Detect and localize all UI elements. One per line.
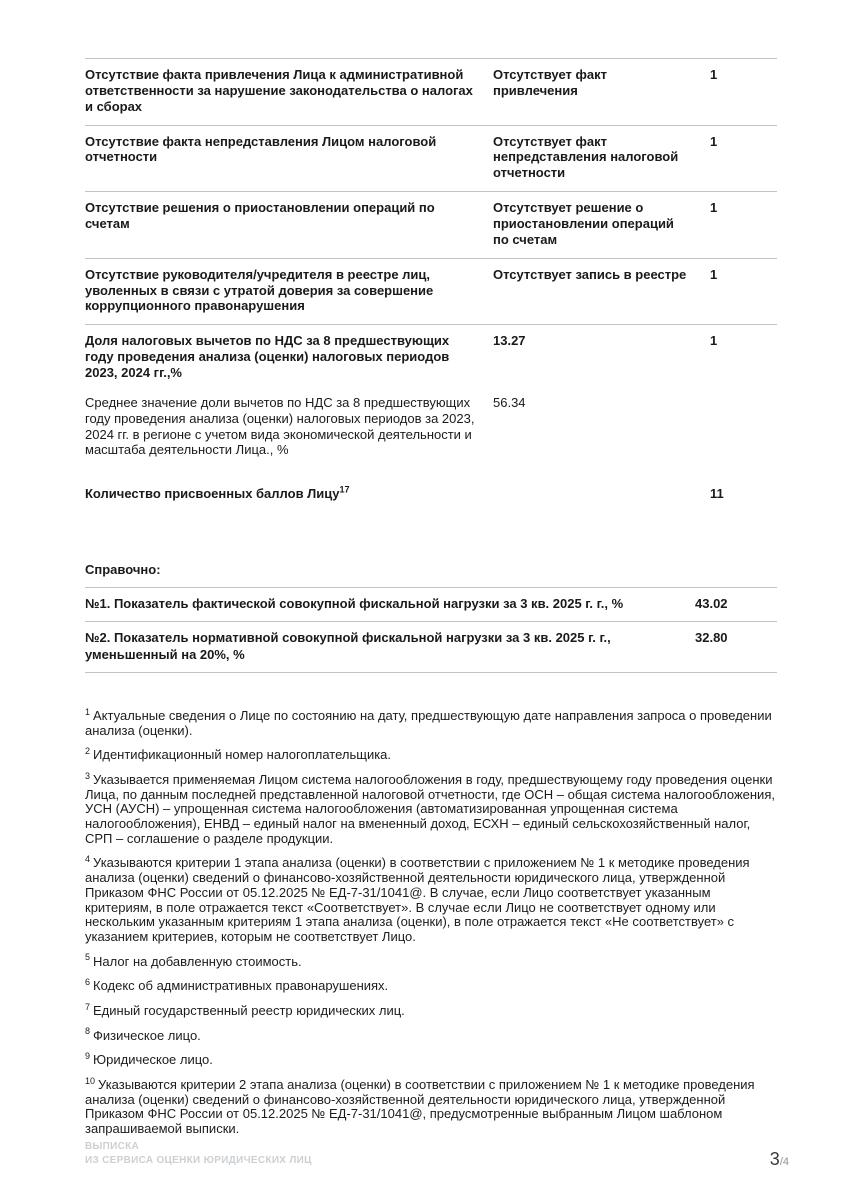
criterion-cell: Доля налоговых вычетов по НДС за 8 предшествующих году проведения анализа (оценки) налоговых периодов 2023, 2024 гг.,% [85, 333, 450, 381]
footnote [85, 706, 777, 738]
criteria-table [85, 58, 777, 512]
footnote-ref-17: 17 [339, 485, 350, 495]
footnote-number: 8 [85, 1026, 91, 1037]
footer-title-line2: ИЗ СЕРВИСА ОЦЕНКИ ЮРИДИЧЕСКИХ ЛИЦ [85, 1155, 312, 1166]
footnote-number: 9 [85, 1050, 91, 1061]
score-cell: 1 [710, 266, 718, 282]
footnote [85, 976, 777, 994]
table-row [85, 58, 777, 125]
footnote [85, 1075, 777, 1137]
reference-heading: Справочно: [85, 562, 161, 578]
criterion-cell: Отсутствие факта непредставления Лицом налоговой отчетности [85, 133, 437, 165]
footnote [85, 952, 777, 970]
total-label: Количество присвоенных баллов Лицу [85, 486, 340, 502]
footnote-text: Юридическое лицо. [93, 1052, 213, 1068]
table-row [85, 391, 777, 466]
footnote-text: Указываются критерии 2 этапа анализа (оценки) в соответствии с приложением № 1 к методике проведения анализа (оценки) сведений о финансово-хозяйственной деятельности юридического лица, утвержденной Приказом ФНС России от 05.12.2025 № ЕД-7-31/1041@, предусмотренные выбранным Лицом шаблоном запрашиваемой выписки. [85, 1077, 755, 1137]
reference-row [85, 587, 777, 621]
result-cell: Отсутствует факт привлечения [493, 67, 607, 98]
total-score-value: 11 [710, 486, 724, 502]
score-cell: 1 [710, 333, 718, 349]
score-cell: 1 [710, 200, 718, 216]
reference-value: 43.02 [695, 596, 728, 612]
table-row [85, 191, 777, 258]
footnote [85, 1050, 777, 1068]
footnote-number: 6 [85, 976, 91, 987]
page-number-total: /4 [779, 1156, 789, 1168]
criterion-cell: Отсутствие решения о приостановлении операций по счетам [85, 200, 435, 232]
footnote-number: 7 [85, 1001, 91, 1012]
reference-label: №1. Показатель фактической совокупной фискальной нагрузки за 3 кв. 2025 г. г., % [85, 596, 624, 612]
footnotes-section [85, 706, 777, 1137]
result-cell: Отсутствует факт непредставления налоговой отчетности [493, 133, 679, 181]
footnote-number: 3 [85, 770, 91, 781]
result-cell: Отсутствует решение о приостановлении операций по счетам [493, 200, 674, 247]
page-content [85, 58, 777, 1147]
result-cell: 56.34 [493, 394, 526, 410]
criterion-cell: Отсутствие руководителя/учредителя в реестре лиц, уволенных в связи с утратой доверия за совершение коррупционного правонарушения [85, 266, 434, 314]
result-cell: Отсутствует запись в реестре [493, 266, 687, 282]
criterion-cell: Среднее значение доли вычетов по НДС за 8 предшествующих году проведения анализа (оценки) налоговых периодов за 2023, 2024 гг. в регионе с учетом вида экономической деятельности и масштаба деятельности Лица., % [85, 394, 475, 458]
reference-label: №2. Показатель нормативной совокупной фискальной нагрузки за 3 кв. 2025 г. г., уменьшенный на 20%, % [85, 630, 611, 662]
total-score-row [85, 480, 777, 512]
footnote-text: Указывается применяемая Лицом система налогообложения в году, предшествующему году проведения оценки Лица, по данным последней представленной налоговой отчетности, где ОСН – общая система налогообложения, УСН (АУСН) – упрощенная система налогообложения (автоматизированная упрощенная система налогообложения), ЕНВД – единый налог на вмененный доход, ЕСХН – единый сельскохозяйственный налог, СРП – соглашение о разделе продукции. [85, 772, 775, 846]
reference-value: 32.80 [695, 630, 728, 646]
footnote [85, 745, 777, 763]
table-row [85, 258, 777, 325]
footnote [85, 770, 777, 846]
footnote-number: 1 [85, 706, 91, 717]
footnote [85, 856, 777, 944]
footnote [85, 1026, 777, 1044]
score-cell: 1 [710, 133, 718, 149]
footnote-text: Идентификационный номер налогоплательщика. [93, 747, 392, 763]
table-row [85, 324, 777, 391]
total-label-cell [85, 486, 493, 502]
footnote-text: Указываются критерии 1 этапа анализа (оценки) в соответствии с приложением № 1 к методике проведения анализа (оценки) сведений о финансово-хозяйственной деятельности юридического лица, утвержденной Приказом ФНС России от 05.12.2025 № ЕД-7-31/1041@. В случае, если Лицо соответствует указанным критериям, в поле отражается текст «Соответствует». В случае если Лицо не соответствует одному или нескольким указанным критериям 1 этапа анализа (оценки), в поле отражается текст «Не соответствует» с указанием критериев, которым не соответствует Лицо. [85, 855, 750, 944]
footer-title [85, 1140, 312, 1168]
result-cell: 13.27 [493, 333, 526, 349]
table-row [85, 125, 777, 192]
footnote-text: Кодекс об административных правонарушениях. [93, 978, 389, 994]
reference-row [85, 621, 777, 672]
footnote-number: 2 [85, 745, 91, 756]
page-number [770, 1150, 789, 1168]
page-footer [85, 1140, 789, 1168]
footnote-number: 5 [85, 952, 91, 963]
footnote [85, 1001, 777, 1019]
page-number-current: 3 [769, 1149, 780, 1169]
reference-table [85, 587, 777, 673]
footnote-text: Налог на добавленную стоимость. [93, 953, 302, 969]
footnote-number: 4 [85, 854, 91, 865]
score-cell: 1 [710, 67, 718, 82]
footer-title-line1: ВЫПИСКА [85, 1141, 140, 1152]
criterion-cell: Отсутствие факта привлечения Лица к административной ответственности за нарушение законодательства о налогах и сборах [85, 67, 473, 114]
footnote-number: 10 [85, 1075, 96, 1086]
footnote-text: Актуальные сведения о Лице по состоянию на дату, предшествующую дате направления запроса о проведении анализа (оценки). [85, 707, 772, 738]
footnote-text: Физическое лицо. [93, 1027, 201, 1043]
footnote-text: Единый государственный реестр юридических лиц. [93, 1002, 405, 1018]
